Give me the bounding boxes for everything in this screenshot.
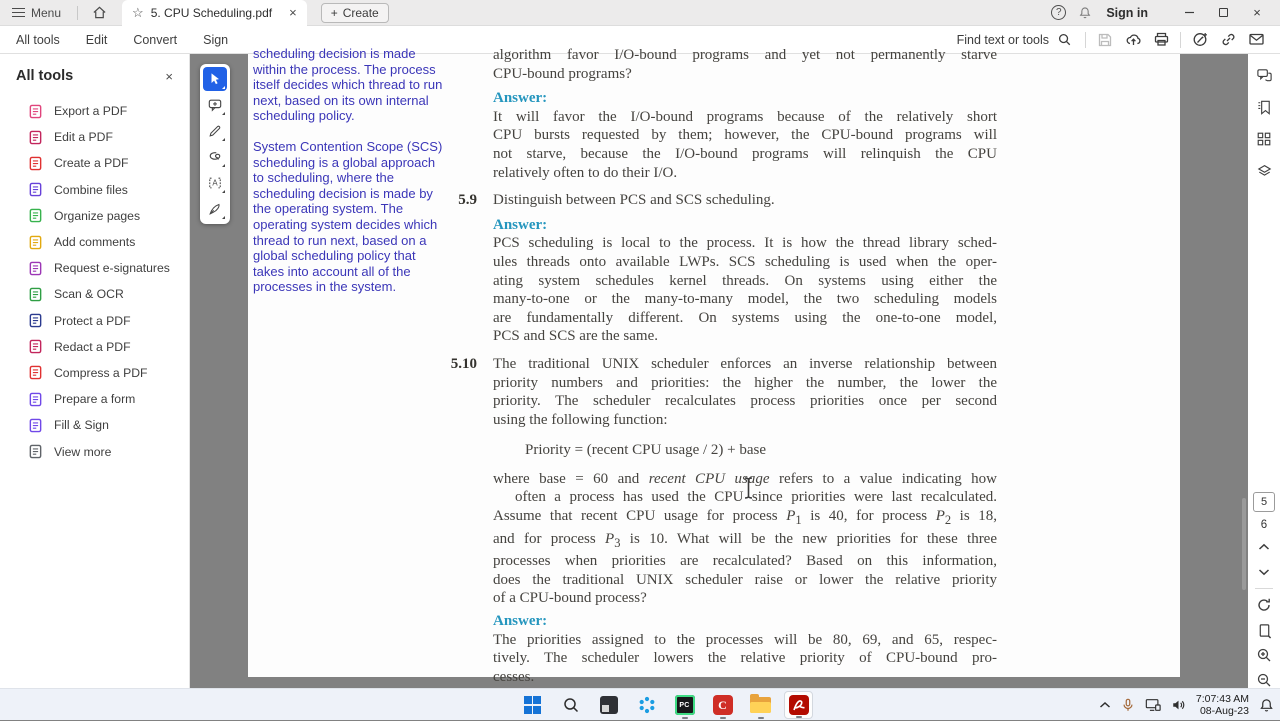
- folder-icon: [750, 697, 771, 713]
- windows-taskbar: [0, 688, 1280, 720]
- taskbar-search-button[interactable]: [556, 691, 585, 719]
- text-cursor-ibeam: [742, 476, 755, 505]
- pdf-text-line: PCS and SCS are the same.: [493, 328, 658, 345]
- right-tool-rail: [1248, 54, 1280, 688]
- pdf-text-line: often a process has used the CPU since priorities were last recalculated.: [515, 489, 997, 506]
- volume-tray-button[interactable]: [1171, 698, 1186, 712]
- titlebar-divider: [77, 6, 78, 20]
- pdf-text-line: CPU-bound programs?: [493, 65, 632, 82]
- annotation-line: within the process. The process: [253, 61, 436, 77]
- answer-label: Answer:: [493, 216, 548, 233]
- cast-monitor-icon: [1145, 698, 1161, 712]
- pdf-text-line: not starve, because the I/O-bound programs will relinquish the CPU: [493, 145, 997, 162]
- taskbar-app-acrobat[interactable]: [784, 691, 813, 719]
- select-tool-button[interactable]: [203, 67, 227, 91]
- annotation-line: scheduling is a global approach: [253, 154, 436, 170]
- menu-button[interactable]: [0, 0, 71, 26]
- pdf-text-line: processes when priorities are recalculated? Based on this information,: [493, 553, 997, 570]
- share-email-button[interactable]: [1242, 28, 1270, 52]
- save-button[interactable]: [1091, 28, 1119, 52]
- search-icon: [562, 696, 580, 714]
- upload-cloud-button[interactable]: [1119, 28, 1147, 52]
- window-maximize-button[interactable]: [1208, 0, 1238, 26]
- fit-page-icon: [1257, 623, 1272, 638]
- acrobat-icon: [789, 695, 809, 715]
- thumbnails-grid-icon: [1256, 131, 1272, 147]
- fill-sign-tool-button[interactable]: [203, 197, 227, 221]
- tool-item[interactable]: [0, 360, 189, 386]
- system-tray: [1099, 689, 1274, 721]
- pdf-text-line: The traditional UNIX scheduler enforces an inverse relationship between: [493, 355, 997, 372]
- protect-pdf-icon: [28, 313, 43, 328]
- tool-label: Create a PDF: [54, 156, 129, 171]
- running-indicator: [758, 717, 764, 720]
- svg-text:A: A: [212, 178, 218, 188]
- lasso-loop-icon: [208, 150, 222, 164]
- toolbar-divider: [1085, 32, 1086, 48]
- tab-close-icon[interactable]: ×: [289, 5, 297, 20]
- taskbar-app-camtasia[interactable]: [708, 691, 737, 719]
- tool-label: Redact a PDF: [54, 339, 131, 354]
- document-canvas: [190, 46, 1248, 688]
- tool-item[interactable]: [0, 255, 189, 281]
- toolbar-tab[interactable]: Edit: [85, 32, 108, 47]
- printer-icon: [1153, 31, 1170, 48]
- help-icon: ?: [1056, 7, 1062, 18]
- question-5-10-text: [493, 355, 997, 429]
- tool-label: Combine files: [54, 182, 128, 197]
- page-thumbnails-button[interactable]: [1252, 128, 1276, 150]
- pdf-text-line: priority numbers and priorities: the higher the number, the lower the: [493, 374, 997, 391]
- pdf-text-line: ules threads onto available LWPs. SCS scheduling is used when the oper-: [493, 253, 997, 270]
- layers-icon: [1256, 163, 1273, 180]
- taskbar-file-explorer[interactable]: [746, 691, 775, 719]
- zoom-in-icon: [1256, 647, 1272, 663]
- page-navigation: [1248, 492, 1280, 689]
- tool-item[interactable]: [0, 98, 189, 124]
- pdf-text-line-clipped: algorithm favor I/O-bound programs and yet not permanently starve: [493, 47, 997, 63]
- notifications-button[interactable]: [1078, 6, 1092, 20]
- pycharm-icon: PC: [675, 695, 695, 715]
- toolbar-tab[interactable]: All tools: [16, 32, 60, 47]
- tools-list: [0, 94, 189, 465]
- annotation-line: global scheduling policy that: [253, 248, 416, 264]
- pdf-page: [248, 46, 1180, 685]
- priority-formula: Priority = (recent CPU usage / 2) + base: [525, 442, 767, 459]
- request-esign-button[interactable]: [1186, 28, 1214, 52]
- esign-pen-icon: [1192, 31, 1209, 48]
- main-text-column: [450, 46, 998, 686]
- next-page-number: 6: [1260, 519, 1268, 531]
- plus-icon: +: [330, 5, 338, 20]
- request-esignatures-icon: [28, 261, 43, 276]
- running-indicator: [720, 717, 726, 720]
- pdf-text-line: using the following function:: [493, 411, 668, 428]
- select-text-tool-button[interactable]: [203, 171, 227, 195]
- tool-label: Organize pages: [54, 208, 141, 223]
- running-indicator: [682, 717, 688, 720]
- annotation-column: [253, 46, 461, 295]
- windows-logo-icon: [524, 696, 542, 714]
- pdf-text-line: many-to-one or the many-to-many model, the two scheduling models: [493, 291, 997, 308]
- pdf-text-line: and for process $P_3$ is 10. What will be the new priorities for these three: [493, 530, 998, 550]
- pdf-text-line: PCS scheduling is local to the process. It is how the thread library sched-: [493, 235, 997, 252]
- blue-dots-app-icon: [637, 695, 657, 715]
- print-button[interactable]: [1147, 28, 1175, 52]
- document-tab[interactable]: [122, 0, 307, 26]
- next-page-button[interactable]: [1253, 563, 1275, 581]
- comments-panel-button[interactable]: [1252, 64, 1276, 86]
- link-icon: [1220, 31, 1237, 48]
- pdf-text-line: CPU bursts requested by them; however, the CPU-bound programs will: [493, 127, 997, 144]
- running-indicator: [796, 716, 802, 719]
- tab-title: 5. CPU Scheduling.pdf: [150, 5, 273, 20]
- question-number: 5.9: [458, 192, 477, 209]
- find-label: Find text or tools: [956, 32, 1049, 47]
- vertical-scrollbar-thumb[interactable]: [1242, 498, 1246, 590]
- organize-pages-icon: [28, 208, 43, 223]
- rotate-page-button[interactable]: [1253, 596, 1275, 614]
- pdf-text-line: where base = 60 and recent CPU usage refers to a value indicating how: [493, 470, 997, 487]
- tool-label: Prepare a form: [54, 392, 136, 407]
- pdf-text-line: Assume that recent CPU usage for process $P_1$ is 40, for process $P_2$ is 18,: [493, 508, 997, 528]
- question-text: Distinguish between PCS and SCS scheduling.: [493, 192, 775, 209]
- chevron-up-icon: [1099, 701, 1111, 709]
- toolbar-tab[interactable]: Convert: [133, 32, 178, 47]
- tool-item[interactable]: [0, 334, 189, 360]
- tool-label: Fill & Sign: [54, 418, 109, 433]
- pdf-text-line: of a CPU-bound process?: [493, 590, 647, 607]
- annotation-line: thread to run next, based on a: [253, 232, 427, 248]
- pdf-text-line: are fundamentally different. On systems using the one-to-one model,: [493, 309, 997, 326]
- taskbar-app-share[interactable]: [632, 691, 661, 719]
- pdf-text-line: It will favor the I/O-bound programs because of the relatively short: [493, 108, 997, 125]
- notification-center-button[interactable]: [1259, 698, 1274, 713]
- tool-item[interactable]: [0, 281, 189, 307]
- pdf-text-line: relatively often to do their I/O.: [493, 164, 678, 181]
- create-pdf-icon: [28, 156, 43, 171]
- toolbar-tabs: [0, 26, 254, 53]
- tool-item[interactable]: [0, 386, 189, 412]
- bookmarks-panel-button[interactable]: [1252, 96, 1276, 118]
- answer-5-9-text: [493, 234, 997, 346]
- pdf-text-line: does the traditional UNIX scheduler raise or lower the relative priority: [493, 571, 997, 588]
- start-button[interactable]: [518, 691, 547, 719]
- annotation-line: processes in the system.: [253, 279, 397, 295]
- tool-label: Scan & OCR: [54, 287, 124, 302]
- annotation-line: scheduling policy.: [253, 108, 355, 124]
- pdf-text-line: tively. The scheduler lowers the relative priority of CPU-bound pro-: [493, 650, 997, 667]
- save-icon: [1097, 32, 1113, 48]
- window-minimize-button[interactable]: [1174, 0, 1204, 26]
- pdf-text-line: ating system schedules kernel threads. On systems using either the: [493, 272, 997, 289]
- layers-panel-button[interactable]: [1252, 160, 1276, 182]
- share-link-button[interactable]: [1214, 28, 1242, 52]
- add-comments-icon: [28, 235, 43, 250]
- lasso-tool-button[interactable]: [203, 145, 227, 169]
- tool-item[interactable]: [0, 412, 189, 438]
- annotation-line: next, based on its own internal: [253, 92, 429, 108]
- close-icon: ×: [1253, 5, 1261, 20]
- pdf-text-line: priority. The scheduler recalculates process priorities once per second: [493, 393, 997, 410]
- compress-pdf-icon: [28, 365, 43, 380]
- comment-bubble-icon: [208, 98, 222, 112]
- microphone-icon: [1121, 698, 1135, 712]
- answer-5-10-text: [493, 631, 997, 687]
- text-select-icon: [208, 176, 222, 190]
- tool-item[interactable]: [0, 177, 189, 203]
- tool-label: Edit a PDF: [54, 130, 113, 145]
- combine-files-icon: [28, 182, 43, 197]
- create-button[interactable]: [321, 3, 389, 23]
- chevron-up-icon: [1258, 543, 1270, 551]
- bell-icon: [1078, 6, 1092, 20]
- redact-pdf-icon: [28, 339, 43, 354]
- create-label: Create: [342, 5, 379, 20]
- previous-page-button[interactable]: [1253, 538, 1275, 556]
- tool-item[interactable]: [0, 124, 189, 150]
- zoom-out-button[interactable]: [1253, 671, 1275, 689]
- minimize-icon: [1184, 7, 1195, 18]
- annotation-line: operating system decides which: [253, 216, 438, 232]
- bell-icon: [1259, 698, 1274, 713]
- home-icon: [92, 5, 107, 20]
- maximize-icon: [1219, 8, 1228, 17]
- cursor-arrow-icon: [208, 72, 222, 86]
- annotation-line: takes into account all of the: [253, 263, 411, 279]
- quick-tools-strip: [200, 64, 230, 224]
- view-more-icon: [28, 444, 43, 459]
- annotation-line: the operating system. The: [253, 201, 404, 217]
- annotation-line: itself decides which thread to run: [253, 77, 443, 93]
- panel-close-icon[interactable]: ×: [165, 68, 173, 84]
- annotation-line: scheduling decision is made by: [253, 185, 433, 201]
- hidden-icons-button[interactable]: [1099, 701, 1111, 709]
- rotate-clockwise-icon: [1256, 597, 1272, 613]
- sign-pen-icon: [208, 202, 222, 216]
- tray-date: 08-Aug-23: [1199, 705, 1249, 717]
- edit-pdf-icon: [28, 130, 43, 145]
- answer-label: Answer:: [493, 613, 548, 630]
- speaker-icon: [1171, 698, 1186, 712]
- tool-item[interactable]: [0, 308, 189, 334]
- taskbar-app-dark[interactable]: [594, 691, 623, 719]
- tool-label: Export a PDF: [54, 104, 128, 119]
- window-close-button[interactable]: [1242, 0, 1272, 26]
- question-5-10: [450, 355, 997, 429]
- export-pdf-icon: [28, 104, 43, 119]
- tool-item[interactable]: [0, 438, 189, 464]
- help-button[interactable]: [1051, 5, 1066, 20]
- all-tools-panel: [0, 54, 190, 688]
- dark-app-icon: [600, 696, 618, 714]
- cloud-upload-icon: [1125, 31, 1142, 48]
- annotation-paragraph: [253, 139, 461, 295]
- annotation-line: scheduling decision is made: [253, 46, 416, 61]
- chevron-down-icon: [1258, 568, 1270, 576]
- annotation-line: to scheduling, where the: [253, 170, 394, 186]
- answer-5-8-text: [493, 108, 997, 182]
- camtasia-icon: C: [713, 695, 733, 715]
- menu-label: Menu: [31, 5, 62, 20]
- sign-in-button[interactable]: Sign in: [1106, 5, 1148, 20]
- fill-sign-icon: [28, 418, 43, 433]
- mail-icon: [1248, 31, 1265, 48]
- tool-item[interactable]: [0, 203, 189, 229]
- tool-label: Protect a PDF: [54, 313, 131, 328]
- pagenav-divider: [1255, 588, 1273, 589]
- zoom-in-button[interactable]: [1253, 646, 1275, 664]
- pencil-tool-button[interactable]: [203, 119, 227, 143]
- tool-label: Compress a PDF: [54, 365, 148, 380]
- tool-label: Request e-signatures: [54, 261, 170, 276]
- pencil-icon: [208, 124, 222, 138]
- tray-time: 7:07:43 AM: [1195, 692, 1249, 705]
- taskbar-app-pycharm[interactable]: [670, 691, 699, 719]
- toolbar-tab[interactable]: Sign: [203, 32, 229, 47]
- annotation-line: System Contention Scope (SCS): [253, 138, 443, 154]
- pdf-text-line: The priorities assigned to the processes will be 80, 69, and 65, respec-: [493, 631, 997, 648]
- question-5-9: [458, 191, 997, 210]
- find-text-button[interactable]: [957, 32, 1072, 47]
- question-number: 5.10: [450, 355, 477, 372]
- pdf-text-line: cesses.: [493, 668, 535, 685]
- answer-label: Answer:: [493, 90, 548, 107]
- toolbar-divider: [1180, 32, 1181, 48]
- zoom-out-icon: [1256, 672, 1272, 688]
- panel-title: All tools: [16, 68, 74, 84]
- taskbar-clock[interactable]: [1196, 693, 1249, 718]
- add-comment-tool-button[interactable]: [203, 93, 227, 117]
- tool-item[interactable]: [0, 229, 189, 255]
- prepare-form-icon: [28, 392, 43, 407]
- network-display-tray-button[interactable]: [1145, 698, 1161, 712]
- tool-item[interactable]: [0, 150, 189, 176]
- microphone-tray-button[interactable]: [1121, 698, 1135, 712]
- bookmark-icon: [1256, 99, 1273, 116]
- comments-icon: [1256, 67, 1273, 84]
- tool-label: Add comments: [54, 235, 136, 250]
- star-icon: ☆: [132, 5, 144, 20]
- scan-ocr-icon: [28, 287, 43, 302]
- search-icon: [1057, 32, 1072, 47]
- fit-page-button[interactable]: [1253, 621, 1275, 639]
- tool-label: View more: [54, 444, 112, 459]
- annotation-paragraph: [253, 46, 461, 124]
- hamburger-icon: [12, 5, 25, 20]
- titlebar: [0, 0, 1280, 26]
- current-page-input[interactable]: 5: [1253, 492, 1275, 512]
- home-button[interactable]: [84, 0, 114, 26]
